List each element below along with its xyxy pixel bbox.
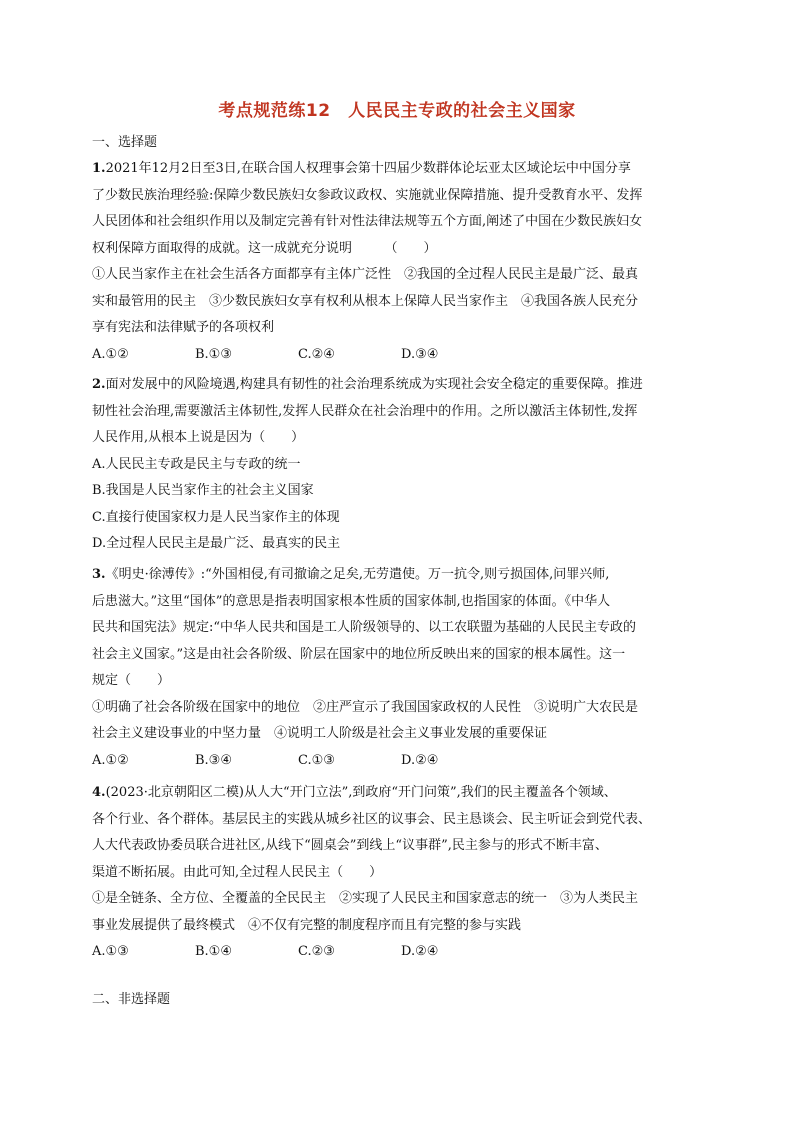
answer-options	[92, 342, 712, 369]
question-statement: 社会主义建设事业的中坚力量 ④说明工人阶级是社会主义事业发展的重要保证	[92, 726, 548, 741]
option-a: A.人民民主专政是民主与专政的统一	[92, 456, 301, 472]
question-statement: ①是全链条、全方位、全覆盖的全民民主 ②实现了人民民主和国家意志的统一 ③为人类民主	[92, 891, 639, 906]
question-line: 权利保障方面取得的成就。这一成就充分说明 （ ）	[92, 240, 437, 256]
question-number: 2.	[92, 377, 106, 392]
question-2	[92, 372, 712, 558]
question-line: 4.(2023·北京朝阳区二模)从人大“开门立法”,到政府“开门问策”,我们的民主覆盖各个领域、	[92, 785, 617, 800]
option-b: B.③④	[195, 752, 232, 768]
option-a: A.①②	[92, 752, 129, 768]
question-number: 3.	[92, 567, 106, 582]
question-line: 韧性社会治理,需要激活主体韧性,发挥人民群众在社会治理中的作用。之所以激活主体韧性,发挥	[92, 403, 638, 419]
question-line: 人民作用,从根本上说是因为（ ）	[92, 430, 305, 445]
question-statement: 事业发展提供了最终模式 ④不仅有完整的制度程序而且有完整的参与实践	[92, 917, 522, 933]
option-a: A.①③	[92, 944, 129, 959]
option-d: D.②④	[401, 944, 439, 959]
question-4	[92, 780, 712, 966]
question-statement: ①明确了社会各阶级在国家中的地位 ②庄严宣示了我国国家政权的人民性 ③说明广大农民是	[92, 699, 639, 715]
question-line: 渠道不断拓展。由此可知,全过程人民民主（ ）	[92, 864, 383, 880]
question-line: 1.2021年12月2日至3日,在联合国人权理事会第十四届少数群体论坛亚太区域论坛中中国分享	[92, 161, 631, 176]
answer-options	[92, 939, 712, 966]
option-d: D.②④	[401, 752, 439, 768]
question-statement: 实和最管用的民主 ③少数民族妇女享有权利从根本上保障人民当家作主 ④我国各族人民充分	[92, 293, 639, 309]
question-line: 人民团体和社会组织作用以及制定完善有针对性法律法规等五个方面,阐述了中国在少数民族妇女	[92, 214, 643, 229]
question-line: 了少数民族治理经验:保障少数民族妇女参政议政权、实施就业保障措施、提升受教育水平、发挥	[92, 187, 643, 203]
question-line: 规定（ ）	[92, 673, 171, 688]
option-b: B.①④	[195, 944, 232, 959]
option-c: C.直接行使国家权力是人民当家作主的体现	[92, 509, 340, 525]
section-heading-choice: 一、选择题	[92, 135, 158, 150]
option-b: B.①③	[195, 346, 232, 362]
question-line: 2.面对发展中的风险境遇,构建具有韧性的社会治理系统成为实现社会安全稳定的重要保障。推进	[92, 377, 643, 392]
question-line: 民共和国宪法》规定:“中华人民共和国是工人阶级领导的、以工农联盟为基础的人民民主专政的	[92, 620, 637, 635]
question-number: 1.	[92, 161, 106, 176]
option-c: C.①③	[298, 752, 335, 768]
question-line: 社会主义国家。”这是由社会各阶级、阶层在国家中的地位所反映出来的国家的根本属性。这一	[92, 646, 626, 662]
answer-options	[92, 748, 712, 775]
option-c: C.②④	[298, 346, 335, 362]
question-1	[92, 156, 712, 368]
question-line: 3.《明史·徐溥传》:“外国相侵,有司撤谕之足矣,无劳遣使。万一抗令,则亏损国体,问罪兴师,	[92, 567, 610, 582]
question-line: 后患滋大。”这里“国体”的意思是指表明国家根本性质的国家体制,也指国家的体面。《中华人	[92, 593, 611, 609]
question-number: 4.	[92, 785, 106, 800]
page-title: 考点规范练12 人民民主专政的社会主义国家	[218, 101, 576, 121]
option-b: B.我国是人民当家作主的社会主义国家	[92, 483, 314, 498]
option-d: D.③④	[401, 346, 439, 362]
option-d: D.全过程人民民主是最广泛、最真实的民主	[92, 536, 341, 551]
question-statement: ①人民当家作主在社会生活各方面都享有主体广泛性 ②我国的全过程人民民主是最广泛、最真	[92, 267, 639, 282]
question-line: 人大代表政协委员联合进社区,从线下“圆桌会”到线上“议事群”,民主参与的形式不断丰富、	[92, 838, 608, 853]
option-c: C.②③	[298, 944, 335, 959]
option-a: A.①②	[92, 346, 129, 362]
question-statement: 享有宪法和法律赋予的各项权利	[92, 320, 275, 335]
question-line: 各个行业、各个群体。基层民主的实践从城乡社区的议事会、民主恳谈会、民主听证会到党代表、	[92, 811, 652, 827]
section-heading-non-choice: 二、非选择题	[92, 992, 171, 1007]
question-3	[92, 562, 712, 774]
